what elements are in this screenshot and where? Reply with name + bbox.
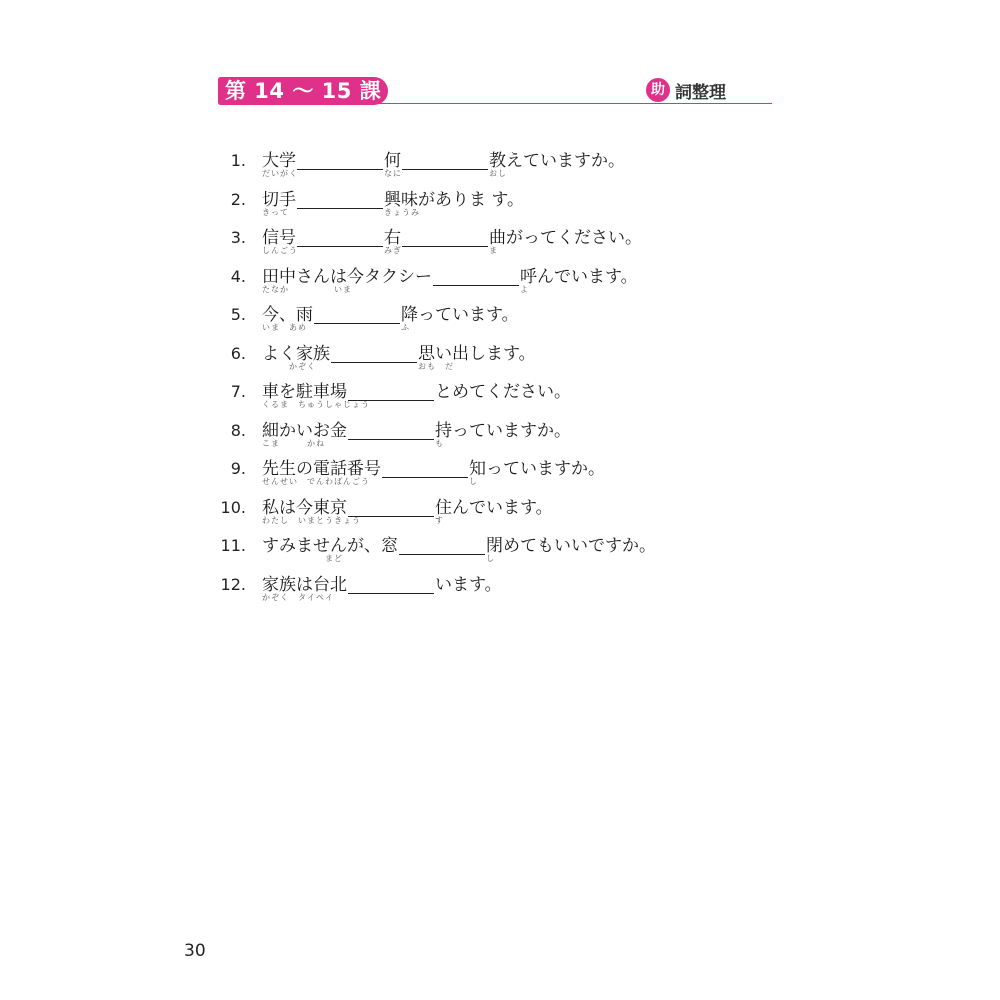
furigana: だいがく (262, 169, 298, 178)
sentence-segment (489, 150, 625, 178)
item-number: 6. (230, 343, 246, 363)
segment-text: 今、雨 (262, 305, 313, 325)
sentence (262, 304, 519, 332)
answer-blank[interactable] (331, 343, 417, 363)
sentence (262, 266, 638, 294)
answer-blank[interactable] (402, 150, 488, 170)
answer-blank[interactable] (402, 227, 488, 247)
sentence (262, 150, 625, 178)
item-number: 3. (230, 228, 246, 247)
segment-text: 教えていますか。 (489, 151, 625, 171)
segment-text: 車を駐車場 (262, 382, 347, 402)
answer-blank[interactable] (399, 535, 485, 555)
answer-blank[interactable] (297, 189, 383, 209)
segment-text: 細かいお金 (262, 420, 347, 441)
item-number: 7. (230, 382, 246, 401)
sentence-segment (469, 458, 605, 486)
sentence-segment (384, 150, 402, 178)
exercise-item (0, 304, 1000, 344)
furigana: かぞく タイペイ (262, 592, 334, 602)
item-number: 1. (230, 151, 246, 170)
sentence (262, 458, 605, 486)
lesson-title: 第 14 ～ 15 課 (218, 77, 388, 105)
segment-text: 私は今東京 (262, 497, 347, 518)
exercise-item (0, 497, 1000, 537)
furigana: たなか いま (262, 284, 352, 294)
segment-text: 田中さんは今タクシー (262, 266, 432, 287)
answer-blank[interactable] (382, 458, 468, 478)
page-header (218, 76, 772, 106)
topic-text: 詞整理 (675, 82, 726, 103)
sentence-segment (262, 150, 298, 178)
furigana: す (435, 515, 444, 525)
segment-text: 右 (384, 228, 401, 248)
segment-text: 大学 (262, 151, 296, 171)
header-rule (368, 103, 772, 104)
sentence-segment (262, 420, 347, 448)
furigana: しんごう (262, 246, 298, 255)
segment-text: います。 (435, 574, 502, 595)
sentence-segment (435, 381, 571, 403)
topic-label (646, 78, 726, 102)
sentence-segment (262, 266, 432, 294)
answer-blank[interactable] (348, 497, 434, 517)
sentence (262, 189, 525, 217)
exercise-item (0, 343, 1000, 383)
segment-text: 知っていますか。 (469, 459, 605, 479)
item-number: 4. (230, 266, 246, 286)
segment-text: 降っています。 (401, 305, 519, 325)
exercise-item (0, 458, 1000, 498)
furigana: ふ (401, 323, 410, 332)
item-number: 8. (230, 420, 246, 440)
exercise-item (0, 420, 1000, 460)
exercise-item (0, 381, 1000, 421)
item-number: 2. (230, 189, 246, 209)
furigana: わたし いまとうきょう (262, 515, 361, 525)
furigana: なに (384, 169, 402, 178)
sentence-segment (262, 343, 330, 371)
furigana: いま あめ (262, 323, 307, 332)
item-number: 5. (230, 305, 246, 324)
segment-text: 先生の電話番号 (262, 459, 381, 479)
exercise-item (0, 189, 1000, 229)
item-number: 12. (220, 574, 246, 594)
sentence (262, 381, 571, 409)
sentence-segment (262, 304, 313, 332)
sentence-segment (489, 227, 642, 255)
answer-blank[interactable] (297, 227, 383, 247)
segment-text: 家族は台北 (262, 574, 347, 595)
sentence (262, 535, 656, 563)
sentence-segment (262, 227, 298, 255)
segment-text: 持っていますか。 (435, 420, 571, 441)
segment-text: 閉めてもいいですか。 (486, 536, 656, 556)
answer-blank[interactable] (348, 381, 434, 401)
sentence-segment (262, 189, 296, 217)
sentence-segment (262, 381, 370, 409)
page-number: 30 (184, 941, 206, 961)
sentence-segment (486, 535, 656, 563)
furigana: くるま ちゅうしゃじょう (262, 400, 370, 409)
sentence-segment (435, 574, 502, 596)
sentence-segment (520, 266, 638, 294)
item-number: 10. (220, 497, 246, 517)
sentence-segment (401, 304, 519, 332)
segment-text: 呼んでいます。 (520, 266, 638, 287)
furigana: みぎ (384, 246, 402, 255)
sentence-segment (262, 535, 398, 563)
furigana: し (486, 554, 495, 563)
exercise-item (0, 574, 1000, 614)
segment-text: 何 (384, 151, 401, 171)
answer-blank[interactable] (433, 266, 519, 286)
exercise-item (0, 150, 1000, 190)
segment-text: 興味がありま す。 (384, 189, 525, 210)
segment-text: 住んでいます。 (435, 497, 553, 518)
exercise-item (0, 266, 1000, 306)
furigana: せんせい でんわばんごう (262, 477, 370, 486)
furigana: おし (489, 169, 507, 178)
exercise-item (0, 227, 1000, 267)
answer-blank[interactable] (297, 150, 383, 170)
item-number: 11. (220, 536, 246, 555)
sentence-segment (262, 458, 381, 486)
segment-text: 切手 (262, 189, 296, 210)
segment-text: 信号 (262, 228, 296, 248)
sentence (262, 227, 642, 255)
furigana: まど (262, 554, 343, 563)
sentence-segment (384, 227, 402, 255)
sentence (262, 497, 553, 525)
sentence-segment (384, 189, 525, 217)
furigana: し (469, 477, 478, 486)
topic-circle-badge: 助 (646, 78, 670, 102)
segment-text: よく家族 (262, 343, 330, 364)
furigana: きって (262, 207, 289, 217)
sentence-segment (262, 497, 361, 525)
sentence-segment (435, 420, 571, 448)
segment-text: すみませんが、窓 (262, 536, 398, 556)
sentence-segment (418, 343, 536, 371)
furigana: おも だ (418, 361, 454, 371)
segment-text: 思い出します。 (418, 343, 536, 364)
sentence-segment (435, 497, 553, 525)
furigana: ま (489, 246, 498, 255)
answer-blank[interactable] (348, 574, 434, 594)
item-number: 9. (230, 459, 246, 478)
answer-blank[interactable] (348, 420, 434, 440)
sentence (262, 343, 536, 371)
sentence-segment (262, 574, 347, 602)
furigana: よ (520, 284, 529, 294)
segment-text: 曲がってください。 (489, 228, 642, 248)
segment-text: とめてください。 (435, 382, 571, 402)
sentence (262, 574, 502, 602)
sentence (262, 420, 571, 448)
answer-blank[interactable] (314, 304, 400, 324)
exercise-item (0, 535, 1000, 575)
furigana: も (435, 438, 444, 448)
furigana: こま かね (262, 438, 325, 448)
furigana: きょうみ (384, 207, 420, 217)
furigana: かぞく (262, 361, 316, 371)
